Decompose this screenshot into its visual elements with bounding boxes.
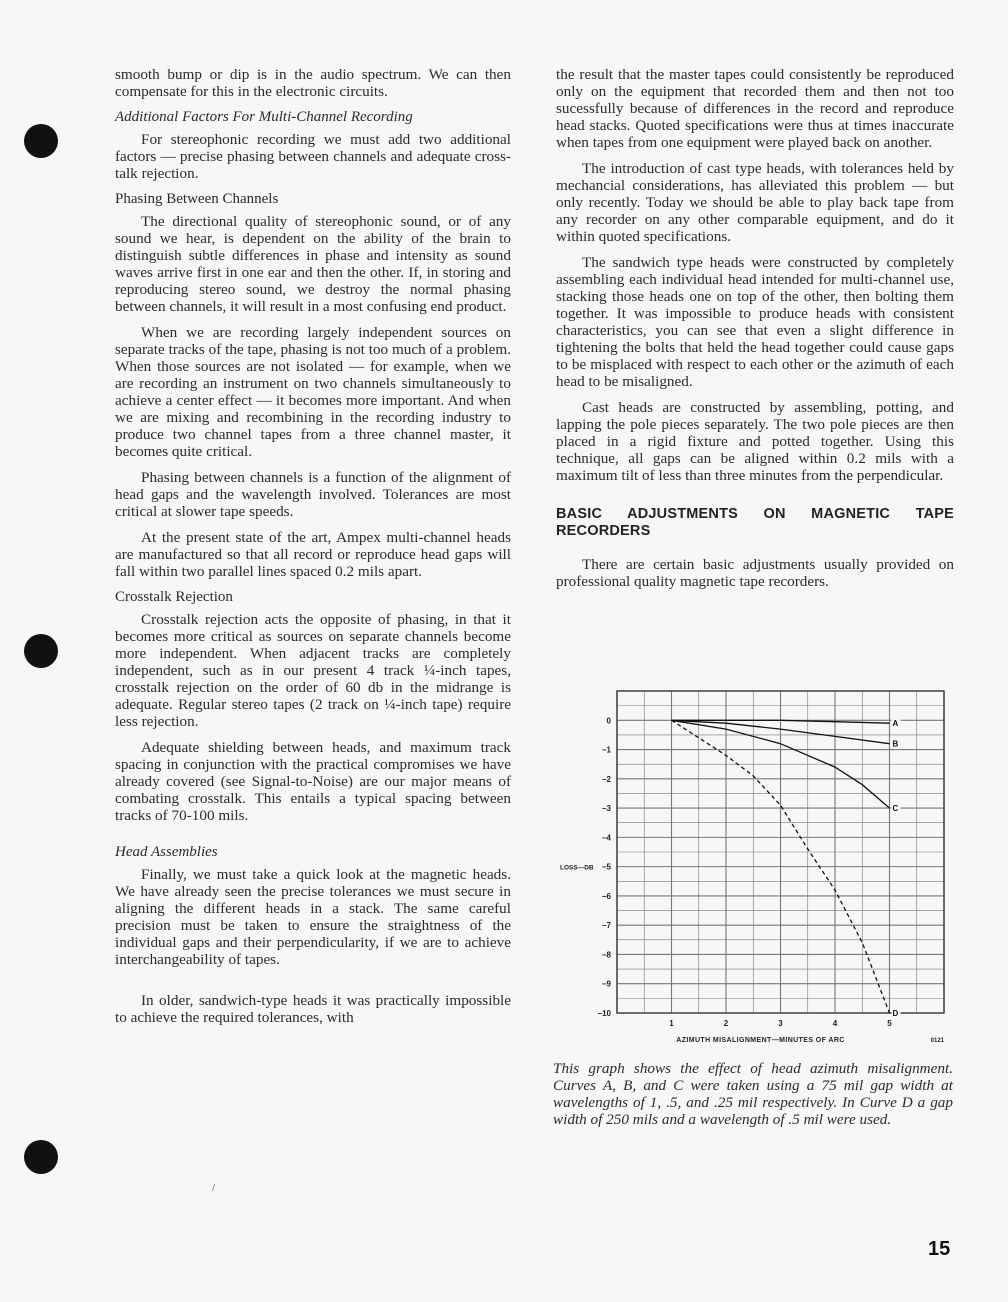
paragraph: Cast heads are constructed by assembling, potting, and lapping the pole pieces separately. The two pole pieces are then placed in a rigid fixture and potted together. Using this technique, all gaps can be aligned within 0.2 mils with a maximum tilt of less than three minutes from the perpendicular. (556, 399, 954, 484)
x-tick-label: 1 (669, 1019, 674, 1028)
y-tick-label: −6 (601, 891, 611, 901)
section-heading: BASIC ADJUSTMENTS ON MAGNETIC TAPE RECORDERS (556, 506, 954, 539)
paragraph: the result that the master tapes could consistently be reproduced only on the equipment that recorded them and then not too sucessfully because of differences in the record and reproduce head stacks. Quoted specifications were thus at times inaccurate when tapes from one equipment were played back on another. (556, 66, 954, 151)
paragraph: Phasing between channels is a function of the alignment of head gaps and the wavelength involved. Tolerances are most critical at slower tape speeds. (115, 469, 511, 520)
x-tick-label: 5 (887, 1019, 892, 1028)
subheading-crosstalk: Crosstalk Rejection (115, 589, 233, 605)
y-tick-label: 0 (606, 716, 611, 726)
x-tick-label: 3 (778, 1019, 783, 1028)
subheading-phasing: Phasing Between Channels (115, 191, 279, 207)
figure-code: 0121 (930, 1038, 944, 1044)
y-tick-label: −9 (601, 979, 611, 989)
paragraph: At the present state of the art, Ampex multi-channel heads are manufactured so that all record or reproduce head gaps will fall within two parallel lines spaced 0.2 mils apart. (115, 529, 511, 580)
y-tick-label: −10 (597, 1009, 611, 1018)
series-label-a: A (892, 719, 899, 729)
y-tick-label: −4 (601, 833, 611, 843)
paragraph: When we are recording largely independent sources on separate tracks of the tape, phasing is not too much of a problem. When those sources are not isolated — for example, when we are recording an instrument on two channels simultaneously to achieve a center effect — it becomes more important. And when we are mixing and recombining in the recording industry to produce two channel tapes from a three channel master, it becomes quite critical. (115, 324, 511, 460)
paragraph: Crosstalk rejection acts the opposite of phasing, in that it becomes more critical as sources on separate channels become more independent. When adjacent tracks are completely independent, such as in our present 4 track ¼-inch tapes, crosstalk rejection on the order of 60 db in the midrange is adequate. Regular stereo tapes (2 track on ¼-inch tape) require less rejection. (115, 611, 511, 730)
subheading-multi-channel: Additional Factors For Multi-Channel Recording (115, 109, 413, 125)
paragraph: In older, sandwich-type heads it was practically impossible to achieve the required tolerances, with (115, 992, 511, 1026)
paragraph: The introduction of cast type heads, with tolerances held by mechancial considerations, has alleviated this problem — but only recently. Today we should be able to play back tape from any recorder on any other comparable equipment, and do it within quoted specifications. (556, 160, 954, 245)
series-label-b: B (892, 739, 899, 749)
series-label-c: C (892, 804, 899, 814)
y-tick-label: −2 (601, 774, 611, 784)
x-axis-label: AZIMUTH MISALIGNMENT—MINUTES OF ARC (676, 1037, 845, 1044)
paragraph: For stereophonic recording we must add two additional factors — precise phasing between channels and adequate cross-talk rejection. (115, 131, 511, 182)
punch-hole-middle (24, 634, 58, 668)
y-tick-label: −1 (601, 745, 611, 755)
y-axis-label: LOSS—DB (560, 864, 594, 872)
left-column (115, 66, 511, 1035)
series-label-d: D (892, 1009, 899, 1018)
punch-hole-bottom (24, 1140, 58, 1174)
y-tick-label: −8 (601, 950, 611, 960)
page-number: 15 (928, 1238, 951, 1260)
right-column (556, 66, 954, 599)
paragraph: Adequate shielding between heads, and maximum track spacing in conjunction with the practical compromises we have already covered (see Signal-to-Noise) are our major means of combating crosstalk. This entails a typical spacing between tracks of 70-100 mils. (115, 739, 511, 824)
y-tick-label: −7 (601, 921, 611, 931)
subheading-head-assemblies: Head Assemblies (115, 844, 218, 860)
paragraph: There are certain basic adjustments usually provided on professional quality magnetic tape recorders. (556, 556, 954, 590)
stray-mark: / (212, 1182, 216, 1194)
y-tick-label: −3 (601, 804, 611, 814)
azimuth-loss-chart (560, 686, 954, 1046)
y-tick-label: −5 (601, 862, 611, 872)
paragraph: The sandwich type heads were constructed by completely assembling each individual head intended for multi-channel use, stacking those heads one on top of the other, then bolting them together. It was impossible to produce heads with consistent characteristics, you can see that even a slight difference in tightening the bolts that held the head together could cause gaps to be misplaced with respect to each other or the azimuth of each head to be misaligned. (556, 254, 954, 390)
chart-caption: This graph shows the effect of head azimuth misalignment. Curves A, B, and C were taken using a 75 mil gap width at wavelengths of 1, .5, and .25 mil respectively. In Curve D a gap width of 250 mils and a wavelength of .5 mil were used. (553, 1060, 953, 1128)
x-tick-label: 4 (832, 1019, 838, 1028)
paragraph: smooth bump or dip is in the audio spectrum. We can then compensate for this in the electronic circuits. (115, 66, 511, 100)
punch-hole-top (24, 124, 58, 158)
x-tick-label: 2 (723, 1019, 729, 1028)
paragraph: The directional quality of stereophonic sound, or of any sound we hear, is dependent on the ability of the brain to distinguish subtle differences in phase and intensity as sound waves arrive first in one ear and then the other. If, in storing and reproducing stereo sound, we destroy the normal phasing between channels, it will result in a most confusing end product. (115, 213, 511, 315)
paragraph: Finally, we must take a quick look at the magnetic heads. We have already seen the precise tolerances we must secure in aligning the different heads in a stack. The same careful precision must be taken to ensure the straightness of the individual gaps and their perpendicularity, if we are to achieve interchangeability of tapes. (115, 866, 511, 968)
